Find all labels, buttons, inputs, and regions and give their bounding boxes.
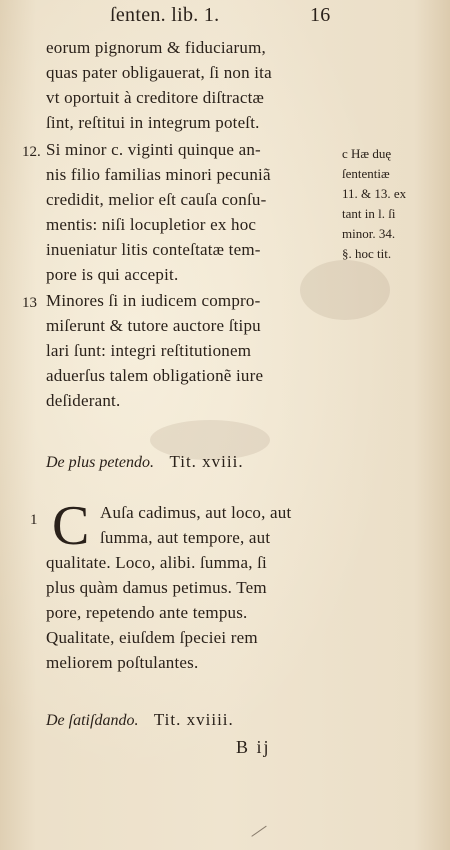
text-line: lari ſunt: integri reſtitutionem bbox=[46, 341, 252, 360]
title-number: Tit. xviiii. bbox=[153, 710, 234, 729]
text-line: Qualitate, eiuſdem ſpeciei rem bbox=[46, 628, 258, 647]
text-line: ſumma, aut tempore, aut bbox=[100, 528, 271, 547]
title-heading-18 bbox=[46, 452, 244, 472]
pencil-mark bbox=[243, 814, 266, 837]
text-line: vt oportuit à creditore diſtractæ bbox=[46, 88, 265, 107]
text-line: ſint, reſtitui in integrum poteſt. bbox=[46, 113, 260, 132]
text-line: Si minor c. viginti quinque an- bbox=[46, 140, 261, 159]
margin-note-line: c Hæ duę bbox=[342, 146, 392, 161]
title-number: Tit. xviii. bbox=[169, 452, 244, 471]
text-line: inueniatur litis conteſtatæ tem- bbox=[46, 240, 261, 259]
paper-stain bbox=[300, 260, 390, 320]
text-line: aduerſus talem obligationẽ iure bbox=[46, 366, 264, 385]
title-label: De ſatiſdando. bbox=[46, 712, 139, 729]
margin-note-line: ſententiæ bbox=[342, 166, 390, 181]
title-heading-19 bbox=[46, 710, 234, 730]
running-header bbox=[110, 4, 350, 32]
margin-note-line: minor. 34. bbox=[342, 226, 396, 241]
signature-mark: B ij bbox=[236, 737, 271, 757]
text-line: miſerunt & tutore auctore ſtipu bbox=[46, 316, 261, 335]
paragraph-number: 1 bbox=[30, 512, 38, 528]
margin-note-line: 11. & 13. ex bbox=[342, 186, 407, 201]
text-line: pore, repetendo ante tempus. bbox=[46, 603, 248, 622]
margin-note-line: tant in l. ſi bbox=[342, 206, 396, 221]
page-number: 16 bbox=[310, 4, 331, 26]
text-line: credidit, melior eſt cauſa conſu- bbox=[46, 190, 267, 209]
running-title: ſenten. lib. 1. bbox=[110, 4, 220, 26]
text-line: Minores ſi in iudicem compro- bbox=[46, 291, 261, 310]
text-line: deſiderant. bbox=[46, 391, 121, 410]
section-number: 13 bbox=[22, 295, 37, 311]
section-number: 12. bbox=[22, 144, 41, 160]
text-line: nis filio familias minori pecuniã bbox=[46, 165, 271, 184]
text-line: plus quàm damus petimus. Tem bbox=[46, 578, 267, 597]
text-line: Auſa cadimus, aut loco, aut bbox=[100, 503, 292, 522]
drop-cap: C bbox=[52, 495, 90, 557]
text-line: meliorem poſtulantes. bbox=[46, 653, 199, 672]
text-line: qualitate. Loco, alibi. ſumma, ſi bbox=[46, 553, 267, 572]
text-line: mentis: niſi locupletior ex hoc bbox=[46, 215, 257, 234]
text-line: pore is qui accepit. bbox=[46, 265, 179, 284]
text-line: quas pater obligauerat, ſi non ita bbox=[46, 63, 272, 82]
title-label: De plus petendo. bbox=[46, 454, 154, 471]
margin-note-line: §. hoc tit. bbox=[342, 246, 392, 261]
text-line: eorum pignorum & fiduciarum, bbox=[46, 38, 266, 57]
